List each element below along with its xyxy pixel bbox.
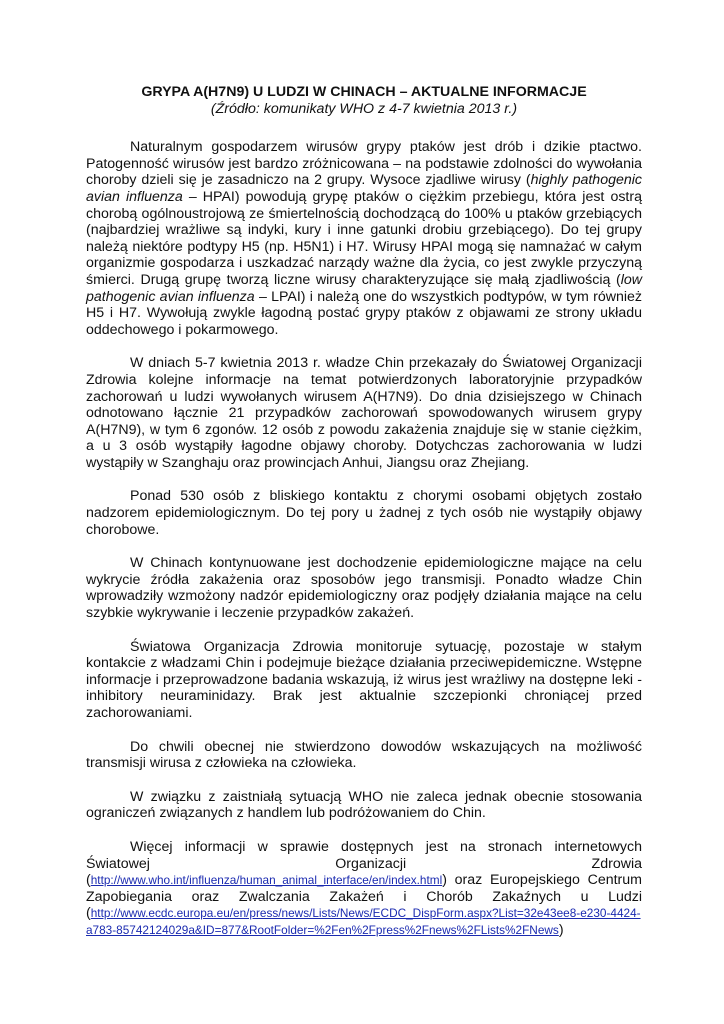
- paragraph-travel-advice: W związku z zaistniałą sytuacją WHO nie zaleca jednak obecnie stosowania ograniczeń związanych z handlem lub podróżowaniem do Chin.: [86, 788, 642, 822]
- document-page: [86, 84, 642, 939]
- paragraph-avian-flu-background: [86, 139, 642, 338]
- paragraph-more-info: [86, 839, 642, 939]
- p1-text-e: – LPAI) i należą one do wszystkich podtypów, w tym również H5 i H7. Wywołują zwykle łagodną postać grypy ptaków z objawami ze strony układu oddechowego i pokarmowego.: [86, 288, 643, 338]
- paragraph-investigation: W Chinach kontynuowane jest dochodzenie epidemiologiczne mające na celu wykrycie źródła zakażenia oraz sposobów jego transmisji. Ponadto władze Chin wprowadziły wzmożony nadzór epidemiologiczny oraz podjęły działania mające na celu szybkie wykrywanie i leczenie przypadków zakażeń.: [86, 555, 642, 622]
- paragraph-who-monitoring: Światowa Organizacja Zdrowia monitoruje sytuację, pozostaje w stałym kontakcie z władzami Chin i podejmuje bieżące działania przeciwepidemiczne. Wstępne informacje i przeprowadzone badania wskazują, iż wirus jest wrażliwy na dostępne leki - inhibitory neuraminidazy. Brak jest aktualnie szczepionki chroniącej przed zachorowaniami.: [86, 638, 642, 721]
- page-title: GRYPA A(H7N9) U LUDZI W CHINACH – AKTUALNE INFORMACJE: [141, 84, 587, 100]
- page-subtitle: (Źródło: komunikaty WHO z 4-7 kwietnia 2013 r.): [210, 100, 518, 117]
- p8-text-b: ) oraz Europejskiego Centrum Zapobiegania oraz Zwalczania Zakażeń i Chorób Zakaźnych u Ludzi (: [86, 872, 642, 922]
- p1-term-lpai: low pathogenic avian influenza: [86, 271, 642, 305]
- p8-text-a: Więcej informacji w sprawie dostępnych jest na stronach internetowych Światowej Organizacji Zdrowia (: [86, 838, 642, 889]
- p1-text-a: Naturalnym gospodarzem wirusów grypy ptaków jest drób i dzikie ptactwo. Patogenność wirusów jest bardzo zróżnicowana – na podstawie zdolności do wywołania choroby dzieli się je zasadniczo na 2 grupy. Wysoce zjadliwe wirusy (: [86, 139, 642, 189]
- p1-text-c: – HPAI) powodują grypę ptaków o ciężkim przebiegu, która jest ostrą chorobą ogólnoustrojową ze śmiertelnością dochodzącą do 100% u ptaków grzebiących (najbardziej wrażliwe są indyki, kury i inne gatunki drobiu grzebiącego). Do tej grupy należą niektóre podtypy H5 (np. H5N1) i H7. Wirusy HPAI mogą się namnażać w całym organizmie gospodarza i uszkadzać narządy ważne dla życia, co jest zwykle przyczyną śmierci. Drugą grupę tworzą liczne wirusy charakteryzujące się małą zjadliwością (: [86, 188, 642, 288]
- p8-text-c: ): [558, 921, 564, 938]
- paragraph-transmission: Do chwili obecnej nie stwierdzono dowodów wskazujących na możliwość transmisji wirusa z człowieka na człowieka.: [86, 738, 642, 772]
- paragraph-contacts-surveillance: Ponad 530 osób z bliskiego kontaktu z chorymi osobami objętych zostało nadzorem epidemiologicznym. Do tej pory u żadnej z tych osób nie wystąpiły objawy chorobowe.: [86, 488, 642, 538]
- paragraph-cases-china: W dniach 5-7 kwietnia 2013 r. władze Chin przekazały do Światowej Organizacji Zdrowia kolejne informacje na temat potwierdzonych laboratoryjnie przypadków zachorowań u ludzi wywołanych wirusem A(H7N9). Do dnia dzisiejszego w Chinach odnotowano łącznie 21 przypadków zachorowań spowodowanych wirusem grypy A(H7N9), w tym 6 zgonów. 12 osób z powodu zakażenia znajduje się w stanie ciężkim, a u 3 osób wystąpiły łagodne objawy choroby. Dotychczas zachorowania w ludzi wystąpiły w Szanghaju oraz prowincjach Anhui, Jiangsu oraz Zhejiang.: [86, 355, 642, 471]
- who-link[interactable]: http://www.who.int/influenza/human_animal_interface/en/index.html: [90, 873, 443, 888]
- p1-term-hpai: highly pathogenic avian influenza: [86, 172, 642, 205]
- ecdc-link[interactable]: http://www.ecdc.europa.eu/en/press/news/Lists/News/ECDC_DispForm.aspx?List=32e43ee8-e230-4424-a783-85742124029a&ID=877&RootFolder=%2Fen%2Fpress%2Fnews%2FLists%2FNews: [86, 906, 641, 937]
